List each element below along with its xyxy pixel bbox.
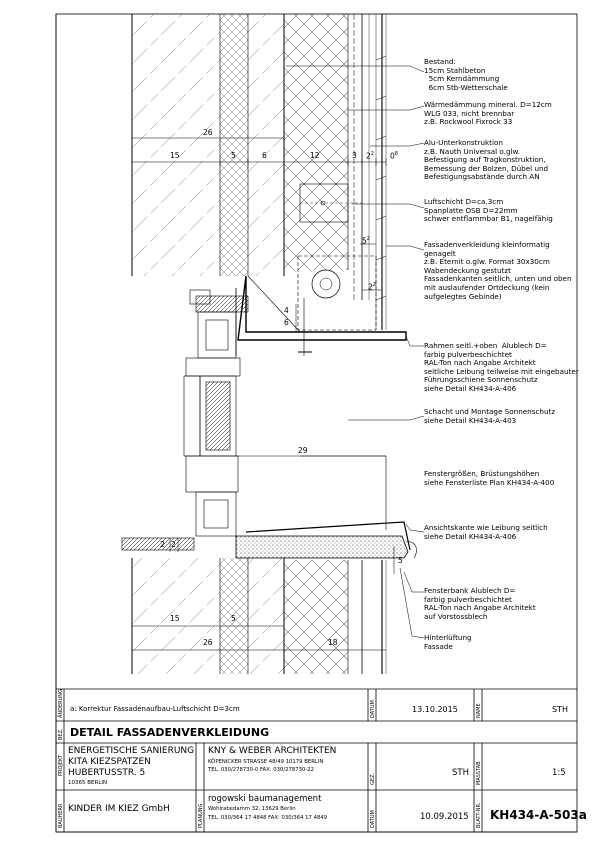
- planung-label: PLANUNG: [198, 803, 204, 828]
- dim-sill-5: 5: [398, 556, 403, 565]
- top-core-insulation: [220, 14, 248, 276]
- note-line: 5cm Kerndämmung: [424, 74, 500, 84]
- dim-v-4: 4: [284, 306, 289, 315]
- note-fensterbank: [424, 587, 536, 621]
- window-sill: [236, 536, 408, 558]
- dim-bot-26: 26: [203, 638, 213, 647]
- note-line: 15cm Stahlbeton: [424, 65, 486, 75]
- projekt-line1: ENERGETISCHE SANIERUNG: [68, 746, 195, 756]
- dim-top-3: 3: [352, 151, 357, 160]
- planer: rogowski baumanagement: [208, 794, 322, 804]
- bauherr-label: BAUHERR: [58, 803, 64, 828]
- note-line: Wabendeckung gestutzt: [424, 265, 511, 275]
- planer-addr: Wohlrabedamm 32, 13629 Berlin: [208, 806, 296, 812]
- note-waermedaemmung: [424, 101, 552, 127]
- projekt-label: PROJEKT: [58, 754, 64, 776]
- dim-top-0: $0^8$: [390, 151, 398, 161]
- top-concrete: [132, 14, 220, 276]
- note-line: siehe Detail KH434-A-403: [424, 415, 517, 425]
- note-line: Bestand:: [424, 57, 456, 66]
- note-bestand: [424, 58, 508, 92]
- projekt-plz: 10365 BERLIN: [68, 780, 108, 786]
- massstab: 1:5: [552, 768, 566, 778]
- note-line: z.B. Nauth Universal o.glw.: [424, 146, 521, 156]
- datum: 10.09.2015: [420, 812, 469, 822]
- note-luftschicht: [424, 198, 553, 224]
- note-line: auf Vorstossblech: [424, 611, 488, 621]
- note-line: WLG 033, nicht brennbar: [424, 108, 515, 118]
- note-line: siehe Fensterliste Plan KH434-A-400: [424, 477, 555, 487]
- note-schacht: [424, 408, 555, 425]
- note-line: Schacht und Montage Sonnenschutz: [424, 407, 556, 416]
- top-mineral-insulation: [284, 14, 348, 270]
- note-line: siehe Detail KH434-A-406: [424, 531, 517, 541]
- note-line: z.B. Eternit o.glw. Format 30x30cm: [424, 257, 550, 267]
- note-unterkonstruktion: [424, 139, 548, 182]
- note-line: genagelt: [424, 248, 456, 258]
- dim-top-total: 26: [203, 128, 213, 137]
- aenderung-label: ÄNDERUNG: [58, 689, 64, 718]
- note-line: Hinterlüftung: [424, 633, 472, 642]
- note-line: Fassadenverkleidung kleinformatig: [424, 240, 550, 249]
- dim-top-2: $2^2$: [366, 151, 374, 161]
- aenderung-datum: 13.10.2015: [412, 705, 458, 714]
- note-fenstergroessen: [424, 470, 554, 487]
- note-line: Fensterbank Alublech D=: [424, 586, 516, 595]
- bottom-mineral-insulation: [284, 560, 348, 674]
- note-line: Bemessung der Bolzen, Dübel und: [424, 163, 549, 173]
- aenderung-datum-label: DATUM: [370, 700, 376, 718]
- note-line: Luftschicht D=ca.3cm: [424, 197, 504, 206]
- note-line: Befestigungsabstände durch AN: [424, 172, 540, 182]
- massstab-label: MASSTAB: [476, 761, 482, 785]
- aenderung-name: STH: [552, 705, 568, 714]
- note-line: RAL-Ton nach Angabe Architekt: [424, 358, 536, 368]
- dim-top-12: 12: [310, 151, 320, 160]
- note-line: seitliche Leibung teilweise mit eingebauter: [424, 366, 579, 376]
- architekt-tel: TEL. 030/278730-0 FAX: 030/278730-22: [208, 767, 315, 773]
- bezeichnung: DETAIL FASSADENVERKLEIDUNG: [70, 726, 270, 739]
- bez-label: BEZ.: [58, 728, 64, 740]
- note-line: z.B. Rockwool Fixrock 33: [424, 117, 513, 127]
- note-line: mit auslaufender Ortdeckung (kein: [424, 282, 550, 292]
- note-line: Spanplatte OSB D=22mm: [424, 205, 518, 215]
- projekt-line3: HUBERTUSSTR. 5: [68, 768, 146, 778]
- dim-top-6: 6: [262, 151, 267, 160]
- note-line: Führungsschiene Sonnenschutz: [424, 375, 538, 385]
- bauherr: KINDER IM KIEZ GmbH: [68, 804, 170, 814]
- dim-v-6: 6: [284, 318, 289, 327]
- note-line: Alu-Unterkonstruktion: [424, 138, 503, 147]
- note-ansichtskante: [424, 524, 548, 541]
- dim-mid-5: $5^2$: [362, 236, 370, 246]
- note-line: schwer entflammbar B1, nagelfähig: [424, 214, 553, 224]
- window-frame: [184, 312, 240, 536]
- note-fassadenverkleidung: [424, 241, 572, 301]
- datum-label: DATUM: [370, 810, 376, 828]
- bottom-outer-shell: [248, 558, 284, 674]
- sunshade-roll: [312, 270, 340, 298]
- dim-bot-5: 5: [231, 614, 236, 623]
- note-rahmen: [424, 342, 579, 394]
- aenderung-name-label: NAME: [476, 703, 482, 718]
- note-line: farbig pulverbeschichtet: [424, 594, 512, 604]
- inner-sill: [122, 538, 194, 550]
- dim-sill-2b: 2: [171, 540, 176, 549]
- architekt-addr: KÖPENICKER STRASSE 48/49 10179 BERLIN: [208, 759, 324, 765]
- gez: STH: [452, 768, 469, 778]
- dim-bot-15: 15: [170, 614, 180, 623]
- dim-top-15: 15: [170, 151, 180, 160]
- note-line: siehe Detail KH434-A-406: [424, 383, 517, 393]
- note-line: Befestigung auf Tragkonstruktion,: [424, 155, 546, 165]
- note-line: Fassadenkanten seitlich, unten und oben: [424, 274, 572, 284]
- dim-mid-2: $2^2$: [368, 282, 376, 292]
- dim-bot-18: 18: [328, 638, 338, 647]
- dim-top-5: 5: [231, 151, 236, 160]
- note-line: Fenstergrößen, Brüstungshöhen: [424, 469, 540, 478]
- planer-tel: TEL. 030/364 17 4848 FAX: 030/364 17 4849: [208, 815, 328, 821]
- dim-sill-2a: 2: [160, 540, 165, 549]
- aenderung-text: a: Korrektur Fassadenaufbau-Luftschicht D=3cm: [70, 705, 240, 713]
- gez-label: GEZ.: [370, 772, 376, 785]
- note-line: RAL-Ton nach Angabe Architekt: [424, 603, 536, 613]
- note-line: 6cm Stb-Wetterschale: [424, 82, 508, 92]
- note-hinterlueftung: [424, 634, 472, 651]
- note-line: Ansichtskante wie Leibung seitlich: [424, 523, 548, 532]
- top-outer-shell: [248, 14, 284, 276]
- note-line: Fassade: [424, 641, 453, 651]
- blatt-label: BLATT-NR.: [476, 802, 482, 828]
- note-line: Rahmen seitl.+oben Alublech D=: [424, 341, 547, 350]
- blatt-nr: KH434-A-503a: [490, 808, 587, 822]
- dim-sill-29: 29: [298, 446, 308, 455]
- note-line: farbig pulverbeschichtet: [424, 349, 512, 359]
- note-line: Wärmedämmung mineral. D=12cm: [424, 100, 552, 109]
- projekt-line2: KITA KIEZSPATZEN: [68, 757, 151, 767]
- architekt: KNY & WEBER ARCHITEKTEN: [208, 746, 337, 756]
- note-line: aufgelegtes Gebinde): [424, 291, 502, 301]
